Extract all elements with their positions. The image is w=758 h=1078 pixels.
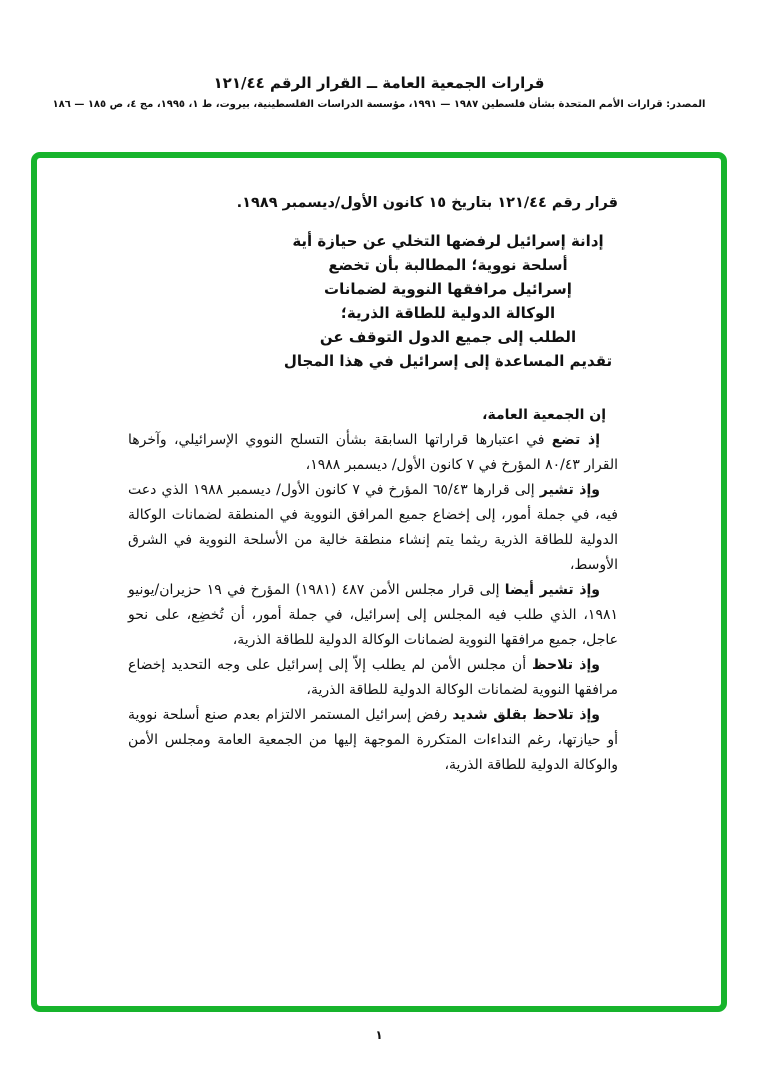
paragraph-text: أن مجلس الأمن لم يطلب إلاّ إلى إسرائيل على وجه التحديد إخضاع مرافقها النووية لضمانات الوكالة الدولية للطاقة الذرية،	[128, 657, 618, 698]
resolution-title-line: الطلب إلى جميع الدول التوقف عن	[319, 328, 577, 346]
paragraph-lead: وإذ تلاحظ	[532, 657, 600, 673]
resolution-title-line: إدانة إسرائيل لرفضها التخلي عن حيازة أية	[292, 232, 604, 250]
paragraph-lead: وإذ تلاحظ بقلق شديد	[452, 707, 600, 723]
preamble-paragraph	[128, 478, 618, 578]
resolution-title-line: أسلحة نووية؛ المطالبة بأن تخضع	[328, 256, 568, 274]
preamble-paragraph	[128, 703, 618, 778]
preamble-paragraph	[128, 578, 618, 653]
resolution-title-line: إسرائيل مرافقها النووية لضمانات	[324, 280, 572, 298]
paragraph-text: رفض إسرائيل المستمر الالتزام بعدم صنع أسلحة نووية أو حيازتها، رغم النداءات المتكررة الموجهة إليها من الجمعية العامة ومجلس الأمن والوكالة الدولية للطاقة الذرية،	[128, 707, 618, 773]
paragraph-lead: وإذ تشير أيضا	[504, 582, 601, 598]
resolution-number-line: قرار رقم ١٢١/٤٤ بتاريخ ١٥ كانون الأول/ديسمبر ١٩٨٩.	[236, 195, 618, 211]
paragraph-lead: إذ تضع	[551, 432, 600, 448]
resolution-title-line: الوكالة الدولية للطاقة الذرية؛	[340, 304, 556, 322]
paragraph-text: في اعتبارها قراراتها السابقة بشأن التسلح النووي الإسرائيلي، وآخرها القرار ٨٠/٤٣ المؤرخ في ٧ كانون الأول/ ديسمبر ١٩٨٨،	[128, 432, 618, 473]
document-frame	[31, 152, 727, 1012]
paragraph-text: إلى قرارها ٦٥/٤٣ المؤرخ في ٧ كانون الأول/ ديسمبر ١٩٨٨ الذي دعت فيه، في جملة أمور، إلى إخضاع جميع المرافق النووية في المنطقة لضمانات الوكالة الدولية للطاقة الذرية ريثما يتم إنشاء منطقة خالية من الأسلحة النووية في الشرق الأوسط،	[128, 482, 618, 573]
resolution-title	[278, 229, 618, 373]
document-body	[37, 158, 721, 778]
opening-line: إن الجمعية العامة،	[482, 407, 606, 423]
source-citation: المصدر: قرارات الأمم المتحدة بشأن فلسطين ١٩٨٧ — ١٩٩١، مؤسسة الدراسات الفلسطينية، بيروت، ط ١، ١٩٩٥، مج ٤، ص ١٨٥ — ١٨٦	[52, 99, 706, 110]
preamble-paragraph	[128, 653, 618, 703]
page-number: ١	[375, 1028, 383, 1042]
resolution-title-line: تقديم المساعدة إلى إسرائيل في هذا المجال	[283, 352, 613, 370]
paragraph-text: إلى قرار مجلس الأمن ٤٨٧ (١٩٨١) المؤرخ في ١٩ حزيران/يونيو ١٩٨١، الذي طلب فيه المجلس إلى إسرائيل، في جملة أمور، أن تُخضِع، على نحو عاجل، جميع مرافقها النووية لضمانات الوكالة الدولية للطاقة الذرية،	[128, 582, 618, 648]
preamble-paragraph	[128, 428, 618, 478]
page-header	[0, 74, 758, 110]
paragraph-lead: وإذ تشير	[539, 482, 600, 498]
page-title: قرارات الجمعية العامة ــ القرار الرقم ١٢١/٤٤	[213, 74, 545, 92]
